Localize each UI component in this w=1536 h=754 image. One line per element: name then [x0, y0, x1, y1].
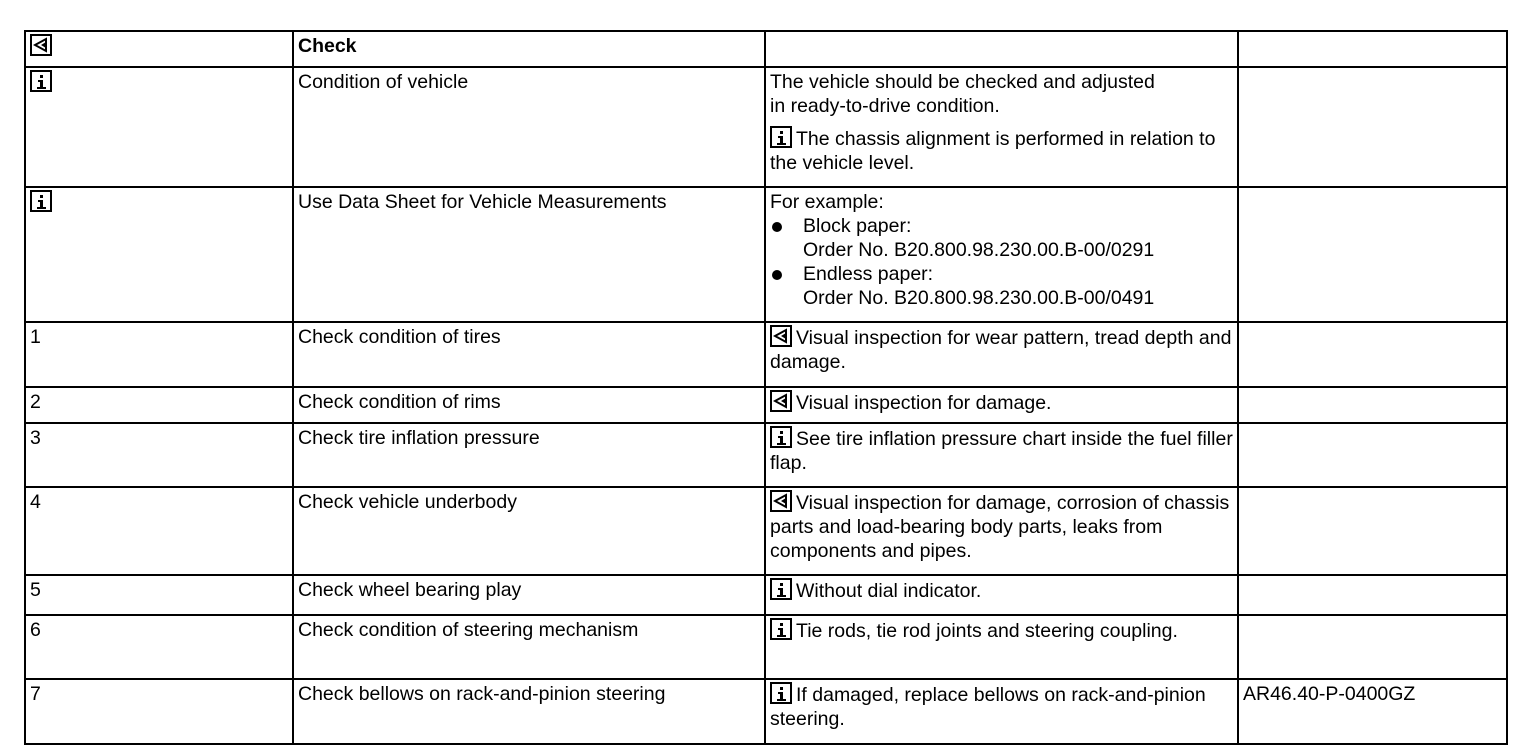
detail-text: Visual inspection for damage, corrosion of chassis parts and load-bearing body parts, leaks from components and pipes. [770, 492, 1230, 562]
detail-text: See tire inflation pressure chart inside the fuel filler flap. [770, 428, 1233, 474]
info-icon [770, 126, 792, 148]
check-cell: Check condition of rims [293, 387, 765, 423]
detail-text-line: in ready-to-drive condition. [770, 95, 1000, 117]
header-check-cell: Check [293, 31, 765, 67]
visual-inspection-icon [30, 34, 52, 56]
list-item [770, 262, 1234, 310]
bullet-title: Block paper: [803, 215, 912, 237]
details-cell [765, 322, 1238, 387]
info-icon [770, 682, 792, 704]
table-row [25, 575, 1507, 615]
check-cell: Check tire inflation pressure [293, 423, 765, 487]
info-icon [770, 618, 792, 640]
details-cell [765, 187, 1238, 322]
check-cell: Check condition of steering mechanism [293, 615, 765, 679]
check-cell: Check bellows on rack-and-pinion steering [293, 679, 765, 744]
table-row [25, 487, 1507, 575]
check-procedure-table [24, 30, 1508, 745]
reference-cell [1238, 575, 1507, 615]
check-cell: Check vehicle underbody [293, 487, 765, 575]
details-cell [765, 487, 1238, 575]
check-cell: Use Data Sheet for Vehicle Measurements [293, 187, 765, 322]
bullet-title: Endless paper: [803, 263, 934, 285]
bullet-list [770, 214, 1234, 310]
detail-text: If damaged, replace bellows on rack-and-pinion steering. [770, 684, 1206, 730]
detail-text-line: The vehicle should be checked and adjusted [770, 71, 1155, 93]
check-cell: Check condition of tires [293, 322, 765, 387]
table-row [25, 67, 1507, 187]
reference-cell [1238, 322, 1507, 387]
detail-text: Visual inspection for wear pattern, tread depth and damage. [770, 327, 1232, 373]
table-row [25, 387, 1507, 423]
details-cell [765, 67, 1238, 187]
reference-cell [1238, 387, 1507, 423]
check-cell: Condition of vehicle [293, 67, 765, 187]
list-item [770, 214, 1234, 262]
info-icon [30, 190, 52, 212]
step-number: 1 [25, 322, 293, 387]
table-header-row [25, 31, 1507, 67]
bullet-order-number: Order No. B20.800.98.230.00.B-00/0491 [803, 287, 1155, 309]
info-icon [770, 578, 792, 600]
reference-cell [1238, 487, 1507, 575]
info-icon [30, 70, 52, 92]
details-intro: For example: [770, 191, 884, 213]
visual-inspection-icon [770, 390, 792, 412]
bullet-order-number: Order No. B20.800.98.230.00.B-00/0291 [803, 239, 1155, 261]
step-number: 6 [25, 615, 293, 679]
table-row [25, 187, 1507, 322]
visual-inspection-icon [770, 490, 792, 512]
header-reference-cell [1238, 31, 1507, 67]
step-cell [25, 187, 293, 322]
detail-text: Visual inspection for damage. [796, 392, 1052, 414]
reference-link[interactable]: AR46.40-P-0400GZ [1238, 679, 1507, 744]
step-number: 2 [25, 387, 293, 423]
step-number: 5 [25, 575, 293, 615]
table-row [25, 423, 1507, 487]
header-step-cell [25, 31, 293, 67]
reference-cell [1238, 423, 1507, 487]
step-number: 3 [25, 423, 293, 487]
reference-cell [1238, 615, 1507, 679]
note [770, 126, 1234, 175]
step-cell [25, 67, 293, 187]
detail-text: Tie rods, tie rod joints and steering coupling. [796, 620, 1178, 642]
reference-cell [1238, 187, 1507, 322]
details-cell [765, 575, 1238, 615]
header-details-cell [765, 31, 1238, 67]
info-icon [770, 426, 792, 448]
note-text: The chassis alignment is performed in relation to the vehicle level. [770, 128, 1216, 174]
check-cell: Check wheel bearing play [293, 575, 765, 615]
table-row [25, 322, 1507, 387]
step-number: 7 [25, 679, 293, 744]
detail-text: Without dial indicator. [796, 580, 982, 602]
step-number: 4 [25, 487, 293, 575]
details-cell [765, 387, 1238, 423]
reference-cell [1238, 67, 1507, 187]
details-cell [765, 615, 1238, 679]
table-row [25, 615, 1507, 679]
visual-inspection-icon [770, 325, 792, 347]
table-row [25, 679, 1507, 744]
details-cell [765, 423, 1238, 487]
details-cell [765, 679, 1238, 744]
